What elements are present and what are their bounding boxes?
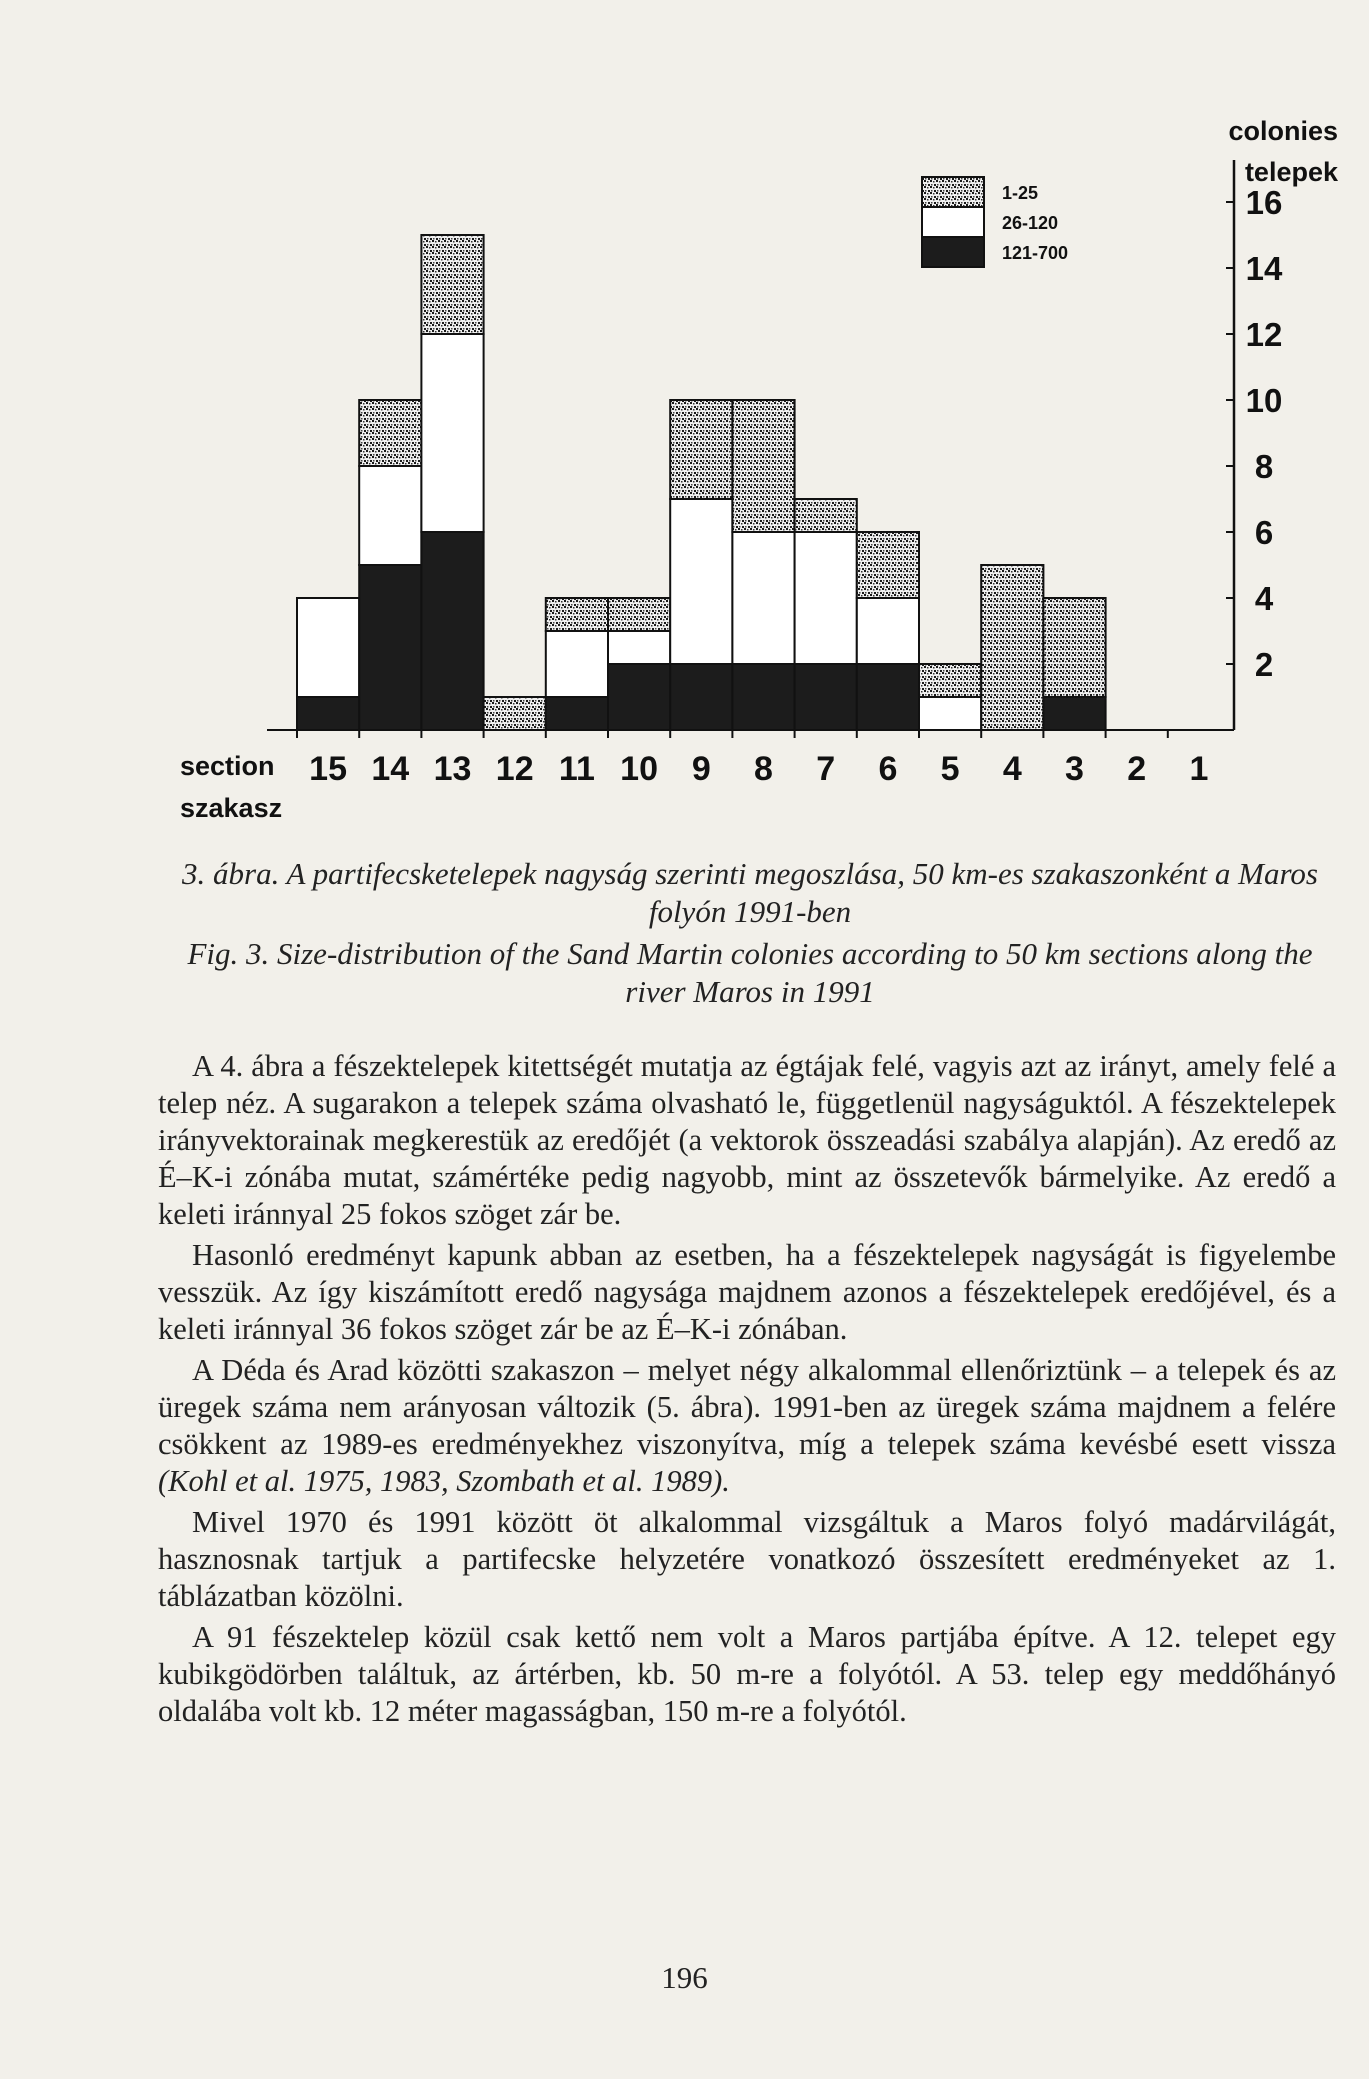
- x-tick-label-10: 10: [620, 750, 659, 788]
- bar-section-11-solid: [546, 697, 608, 730]
- x-tick-label-15: 15: [309, 750, 348, 788]
- bar-section-6-white: [857, 598, 919, 664]
- bar-section-4-stipple: [981, 565, 1043, 730]
- y-tick-label-6: 6: [1254, 514, 1274, 551]
- y-tick-label-2: 2: [1254, 646, 1274, 683]
- bar-section-6-solid: [857, 664, 919, 730]
- bar-section-11-white: [546, 631, 608, 697]
- x-tick-label-2: 2: [1127, 750, 1147, 788]
- x-axis-label-hu: szakasz: [180, 793, 283, 823]
- y-axis-label-en: colonies: [1228, 116, 1338, 146]
- citation: (Kohl et al. 1975, 1983, Szombath et al. 1989).: [158, 1464, 730, 1498]
- bar-section-8-solid: [732, 664, 794, 730]
- legend-swatch-solid: [922, 237, 984, 267]
- bar-section-10-solid: [608, 664, 670, 730]
- y-axis-label-hu: telepek: [1244, 157, 1338, 187]
- x-tick-label-6: 6: [878, 750, 898, 788]
- y-tick-label-14: 14: [1245, 250, 1283, 287]
- body-text: [158, 1048, 1336, 1734]
- x-tick-label-13: 13: [433, 750, 472, 788]
- bar-section-3-stipple: [1043, 598, 1105, 697]
- y-tick-label-8: 8: [1254, 448, 1274, 485]
- bar-section-7-solid: [795, 664, 857, 730]
- y-tick-label-10: 10: [1245, 382, 1283, 419]
- legend-label-solid: 121-700: [1002, 243, 1069, 263]
- bar-section-8-white: [732, 532, 794, 664]
- legend-swatch-stipple: [922, 177, 984, 207]
- bar-section-11-stipple: [546, 598, 608, 631]
- bar-section-6-stipple: [857, 532, 919, 598]
- bar-section-10-white: [608, 631, 670, 664]
- bar-section-9-solid: [670, 664, 732, 730]
- bar-section-14-solid: [359, 565, 421, 730]
- colony-size-chart: [0, 0, 1369, 830]
- bar-section-9-stipple: [670, 400, 732, 499]
- x-tick-label-12: 12: [495, 750, 534, 788]
- y-tick-label-4: 4: [1254, 580, 1274, 617]
- bar-section-9-white: [670, 499, 732, 664]
- paragraph-5: A 91 fészektelep közül csak kettő nem volt a Maros partjába építve. A 12. telepet egy kubikgödörben találtuk, az ártérben, kb. 50 m-re a folyótól. A 53. telep egy meddőhányó oldalába volt kb. 12 méter magasságban, 150 m-re a folyótól.: [158, 1620, 1336, 1728]
- bar-section-5-white: [919, 697, 981, 730]
- bar-section-5-stipple: [919, 664, 981, 697]
- bar-section-15-solid: [297, 697, 359, 730]
- chart-legend: [922, 177, 1068, 267]
- bar-section-13-white: [421, 334, 483, 532]
- x-tick-label-4: 4: [1002, 750, 1022, 788]
- paragraph-1: A 4. ábra a fészektelepek kitettségét mutatja az égtájak felé, vagyis azt az irányt, amely felé a telep néz. A sugarakon a telepek száma olvasható le, függetlenül nagyságuktól. A fészektelepek irányvektorainak megkerestük az eredőjét (a vektorok összeadási szabálya alapján). Az eredő az É–K-i zónába mutat, számértéke pedig nagyobb, mint az összetevők bármelyike. Az eredő a keleti iránnyal 25 fokos szöget zár be.: [158, 1049, 1336, 1231]
- bar-section-13-stipple: [421, 235, 483, 334]
- paragraph-4: Mivel 1970 és 1991 között öt alkalommal vizsgáltuk a Maros folyó madárvilágát, hasznosnak tartjuk a partifecske helyzetére vonatkozó összesített eredményeket az 1. táblázatban közölni.: [158, 1505, 1336, 1613]
- page-number: 196: [661, 1960, 708, 1995]
- bar-section-14-white: [359, 466, 421, 565]
- bar-section-3-solid: [1043, 697, 1105, 730]
- y-tick-label-16: 16: [1245, 184, 1283, 221]
- x-tick-label-14: 14: [371, 750, 410, 788]
- bar-section-14-stipple: [359, 400, 421, 466]
- y-tick-label-12: 12: [1245, 316, 1283, 353]
- paragraph-2: Hasonló eredményt kapunk abban az esetben, ha a fészektelepek nagyságát is figyelembe vesszük. Az így kiszámított eredő nagysága majdnem azonos a fészektelepek eredőjével, és a keleti iránnyal 36 fokos szöget zár be az É–K-i zónában.: [158, 1238, 1336, 1346]
- x-tick-label-9: 9: [691, 750, 711, 788]
- bar-section-13-solid: [421, 532, 483, 730]
- legend-swatch-white: [922, 207, 984, 237]
- bar-section-15-white: [297, 598, 359, 697]
- bar-section-10-stipple: [608, 598, 670, 631]
- bar-section-8-stipple: [732, 400, 794, 532]
- x-tick-label-11: 11: [558, 750, 595, 788]
- x-tick-label-7: 7: [816, 750, 836, 788]
- bar-section-7-white: [795, 532, 857, 664]
- x-tick-label-8: 8: [754, 750, 773, 788]
- x-tick-label-3: 3: [1065, 750, 1084, 788]
- legend-label-stipple: 1-25: [1002, 183, 1039, 203]
- bar-section-12-stipple: [484, 697, 546, 730]
- legend-label-white: 26-120: [1002, 213, 1059, 233]
- x-tick-label-5: 5: [940, 750, 960, 788]
- figure-caption-en: Fig. 3. Size-distribution of the Sand Martin colonies according to 50 km sections along the river Maros in 1991: [187, 936, 1313, 1009]
- x-tick-label-1: 1: [1189, 750, 1209, 788]
- paragraph-3-text: A Déda és Arad közötti szakaszon – melyet négy alkalommal ellenőriztünk – a telepek és az üregek száma nem arányosan változik (5. ábra). 1991-ben az üregek száma majdnem a felére csökkent az 1989-es eredményekhez viszonyítva, míg a telepek száma kevésbé esett vissza: [158, 1353, 1336, 1461]
- bar-section-7-stipple: [795, 499, 857, 532]
- x-axis-label-en: section: [180, 751, 275, 781]
- paragraph-3: [158, 1352, 1336, 1500]
- figure-caption-hu: 3. ábra. A partifecsketelepek nagyság szerinti megoszlása, 50 km-es szakaszonként a Maros folyón 1991-ben: [182, 856, 1318, 929]
